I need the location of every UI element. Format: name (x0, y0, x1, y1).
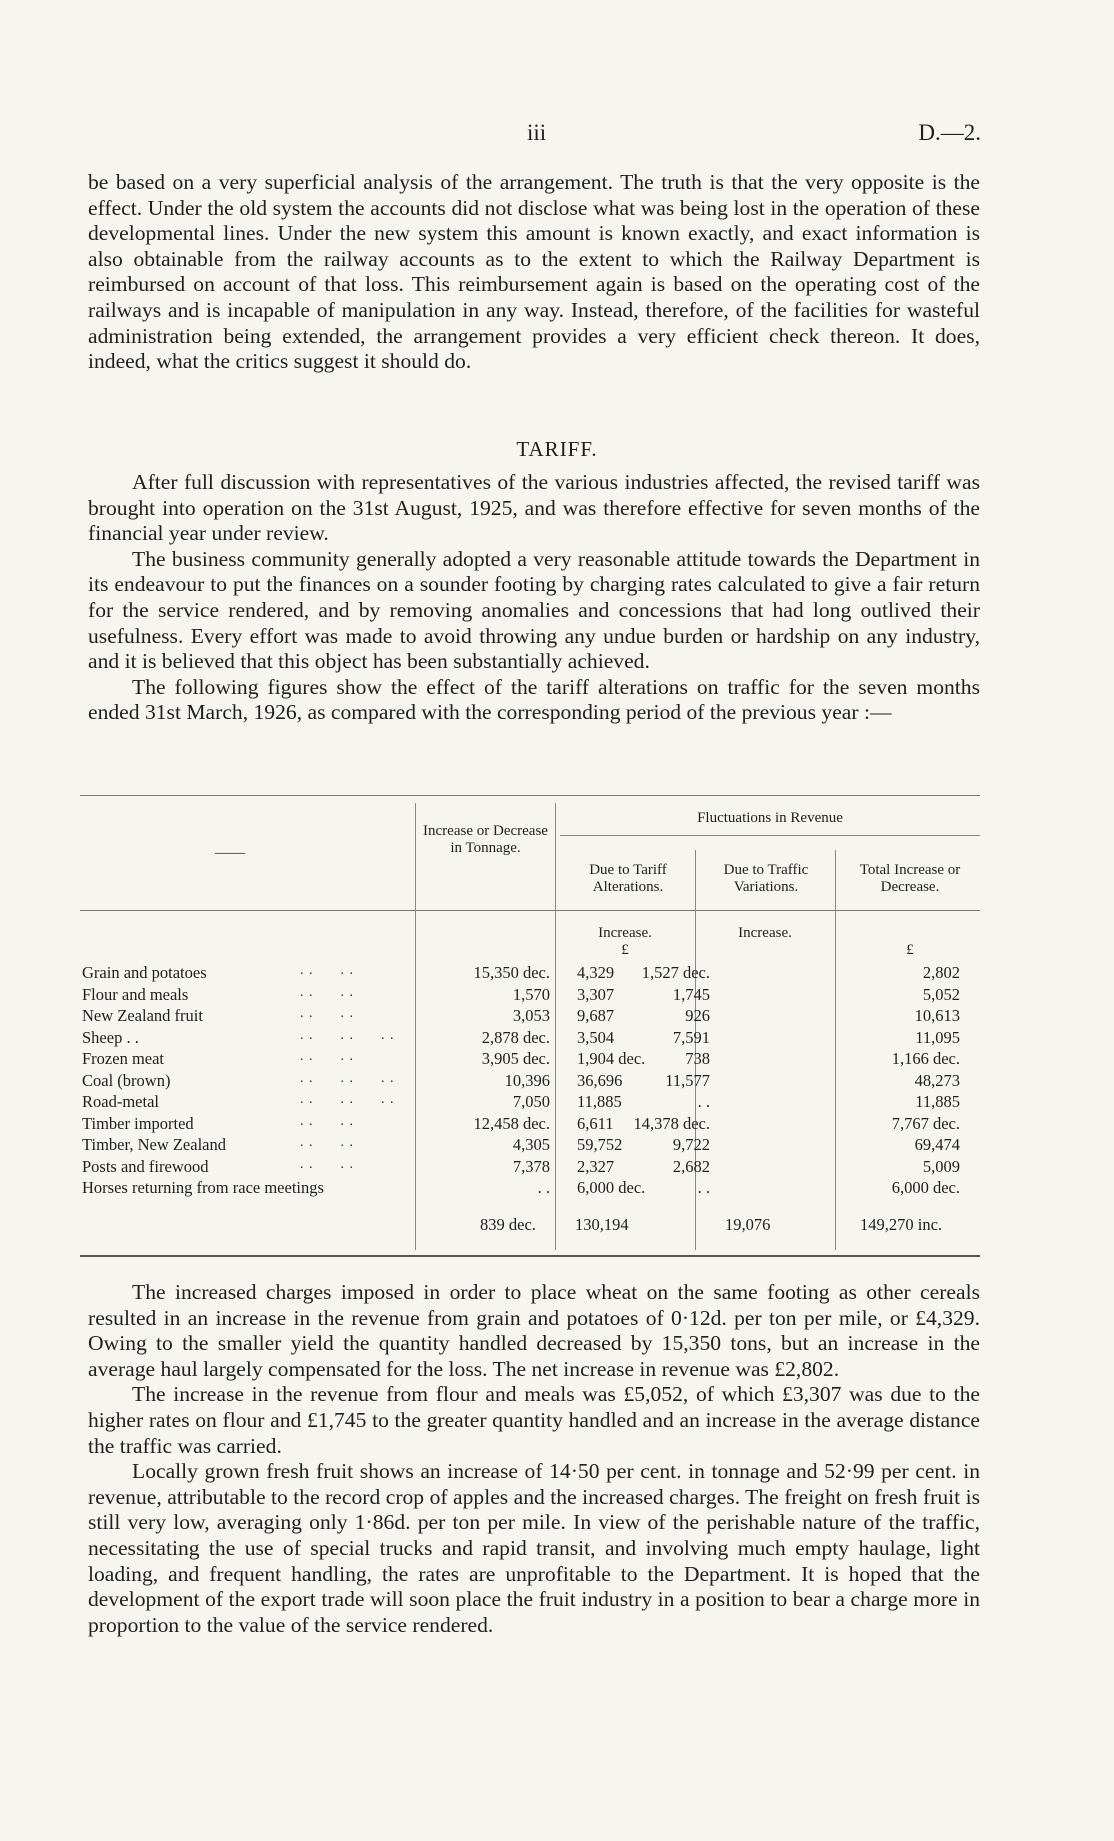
row-label: Frozen meat (82, 1049, 165, 1068)
paragraph: The increase in the revenue from flour and meals was £5,052, of which £3,307 was due to the higher rates on flour and £1,745 to the greater quantity handled and an increase in the average distance the traffic was carried. (88, 1382, 980, 1458)
col-header-tonnage: Increase or Decrease in Tonnage. (423, 823, 548, 856)
col-header-total: Total Increase or Decrease. (859, 862, 961, 895)
row-traffic: 11,577 (665, 1070, 710, 1090)
table-divider (555, 803, 556, 1250)
row-leader-dots: . . . . (300, 1135, 354, 1150)
paragraph: be based on a very superficial analysis of the arrangement. The truth is that the very opposite is the effect. Under the old system the accounts did not disclose what was being lost in the operation of these developmental lines. Under the new system this amount is known exactly, and exact information is also obtainable from the railway accounts as to the extent to which the Railway Department is reimbursed on account of that loss. This reimbursement again is based on the operating cost of the railways and is incapable of manipulation in any way. Instead, therefore, of the facilities for wasteful administration being extended, the arrangement provides a very efficient check thereon. It does, indeed, what the critics suggest it should do. (88, 170, 980, 374)
document-code: D.—2. (918, 120, 981, 145)
row-leader-dots: . . . . (300, 984, 354, 1000)
stub-dash: —— (215, 845, 245, 861)
row-traffic: 738 (685, 1049, 710, 1068)
row-leader-dots: . . . . (300, 1049, 354, 1064)
row-label: New Zealand fruit (82, 1006, 203, 1025)
row-tariff: 1,904 dec. (577, 1049, 646, 1068)
row-total: 11,095 (915, 1027, 960, 1047)
total-tonnage: 839 dec. (480, 1215, 536, 1234)
tariff-effect-table (80, 795, 980, 1265)
after-text (88, 1280, 980, 1638)
col-header-tariff: Due to Tariff Alterations. (589, 862, 667, 895)
col-header-traffic: Due to Traffic Variations. (723, 862, 809, 895)
row-label: Grain and potatoes (82, 963, 207, 982)
row-tonnage: 3,053 (512, 1006, 550, 1025)
row-label: Flour and meals (82, 984, 189, 1004)
row-tariff: 4,329 (577, 963, 615, 982)
row-traffic: . . (697, 1178, 710, 1197)
row-total: 69,474 (914, 1135, 960, 1154)
row-tariff: 3,504 (577, 1027, 615, 1047)
total-traffic: 19,076 (725, 1215, 771, 1234)
row-tonnage: 3,905 dec. (481, 1049, 550, 1068)
table-divider (835, 850, 836, 1250)
row-total: 2,802 (922, 963, 960, 982)
paragraph: After full discussion with representatives of the various industries affected, the revised tariff was brought into operation on the 31st August, 1925, and was therefore effective for seven months of the financial year under review. (88, 470, 980, 546)
row-total: 5,009 (922, 1156, 960, 1176)
row-tariff: 36,696 (577, 1070, 623, 1090)
row-label: Horses returning from race meetings (82, 1178, 324, 1197)
row-label: Timber imported (82, 1113, 194, 1133)
row-tariff: 6,000 dec. (577, 1178, 646, 1197)
group-rule (560, 835, 980, 836)
page-header (0, 120, 1114, 150)
row-tonnage: 4,305 (512, 1135, 550, 1154)
row-tonnage: 15,350 dec. (473, 963, 550, 982)
row-traffic: 14,378 dec. (633, 1113, 710, 1133)
row-tonnage: 12,458 dec. (473, 1113, 550, 1133)
row-tariff: 6,611 (577, 1113, 614, 1133)
tariff-text (88, 470, 980, 726)
row-total: 10,613 (914, 1006, 960, 1025)
paragraph: Locally grown fresh fruit shows an increase of 14·50 per cent. in tonnage and 52·99 per cent. in revenue, attributable to the record crop of apples and the increased charges. The freight on fresh fruit is still very low, averaging only 1·86d. per ton per mile. In view of the perishable nature of the traffic, necessitating the use of special trucks and rapid transit, and involving much empty haulage, light loading, and frequent handling, the rates are unprofitable to the Department. It is hoped that the development of the export trade will soon place the fruit industry in a position to bear a charge more in proportion to the value of the service rendered. (88, 1459, 980, 1637)
group-header-revenue: Fluctuations in Revenue (697, 810, 843, 826)
row-leader-dots: . . . . . . (300, 1027, 395, 1043)
row-traffic: . . (697, 1092, 710, 1111)
row-traffic: 9,722 (672, 1135, 710, 1154)
row-tonnage: 10,396 (504, 1070, 550, 1090)
row-label: Posts and firewood (82, 1156, 209, 1176)
page-number: iii (527, 120, 547, 145)
row-leader-dots: . . . . . . (300, 1092, 395, 1107)
row-total: 1,166 dec. (891, 1049, 960, 1068)
row-total: 7,767 dec. (891, 1113, 960, 1133)
row-traffic: 7,591 (672, 1027, 710, 1047)
row-tariff: 11,885 (577, 1092, 622, 1111)
row-leader-dots: . . . . (300, 1156, 354, 1172)
row-leader-dots: . . . . . . (300, 1070, 395, 1086)
row-leader-dots: . . . . (300, 1113, 354, 1129)
row-label: Sheep . . (82, 1027, 139, 1047)
subheader-traffic: Increase. (738, 925, 792, 941)
row-tonnage: 7,050 (512, 1092, 550, 1111)
paragraph: The business community generally adopted a very reasonable attitude towards the Department in its endeavour to put the finances on a sounder footing by charging rates calculated to give a fair return for the service rendered, and by removing anomalies and concessions that had long outlived their usefulness. Every effort was made to avoid throwing any undue burden or hardship on any industry, and it is believed that this object has been substantially achieved. (88, 546, 980, 674)
row-tonnage: . . (537, 1178, 550, 1197)
row-tariff: 3,307 (577, 984, 615, 1004)
row-total: 11,885 (915, 1092, 960, 1111)
row-traffic: 926 (685, 1006, 710, 1025)
row-label: Timber, New Zealand (82, 1135, 226, 1154)
table-rule-bottom (80, 1255, 980, 1257)
row-tonnage: 1,570 (512, 984, 550, 1004)
row-leader-dots: . . . . (300, 963, 354, 978)
subheader-tariff-1: Increase. (598, 925, 652, 941)
row-traffic: 1,745 (672, 984, 710, 1004)
intro-text (88, 170, 980, 375)
total-total: 149,270 inc. (860, 1215, 943, 1234)
row-label: Coal (brown) (82, 1070, 171, 1090)
total-tariff: 130,194 (575, 1215, 629, 1234)
subheader-tariff-2: £ (621, 942, 629, 958)
paragraph: The following figures show the effect of the tariff alterations on traffic for the seven months ended 31st March, 1926, as compared with the corresponding period of the previous year :— (88, 674, 980, 725)
subheader-total: £ (906, 942, 914, 958)
row-total: 48,273 (914, 1070, 960, 1090)
table-rule-header (80, 910, 980, 911)
row-tariff: 59,752 (577, 1135, 623, 1154)
row-traffic: 1,527 dec. (641, 963, 710, 982)
row-label: Road-metal (82, 1092, 159, 1111)
row-tariff: 2,327 (577, 1156, 615, 1176)
paragraph: The increased charges imposed in order to place wheat on the same footing as other cereals resulted in an increase in the revenue from grain and potatoes of 0·12d. per ton per mile, or £4,329. Owing to the smaller yield the quantity handled decreased by 15,350 tons, but an increase in the average haul largely compensated for the loss. The net increase in revenue was £2,802. (88, 1280, 980, 1381)
row-leader-dots: . . . . (300, 1006, 354, 1021)
section-heading: TARIFF. (516, 437, 598, 461)
row-tonnage: 2,878 dec. (481, 1027, 550, 1047)
row-traffic: 2,682 (672, 1156, 710, 1176)
table-divider (415, 803, 416, 1250)
row-tariff: 9,687 (577, 1006, 615, 1025)
row-tonnage: 7,378 (512, 1156, 550, 1176)
table-rule-top (80, 795, 980, 796)
row-total: 6,000 dec. (891, 1178, 960, 1197)
row-total: 5,052 (922, 984, 960, 1004)
